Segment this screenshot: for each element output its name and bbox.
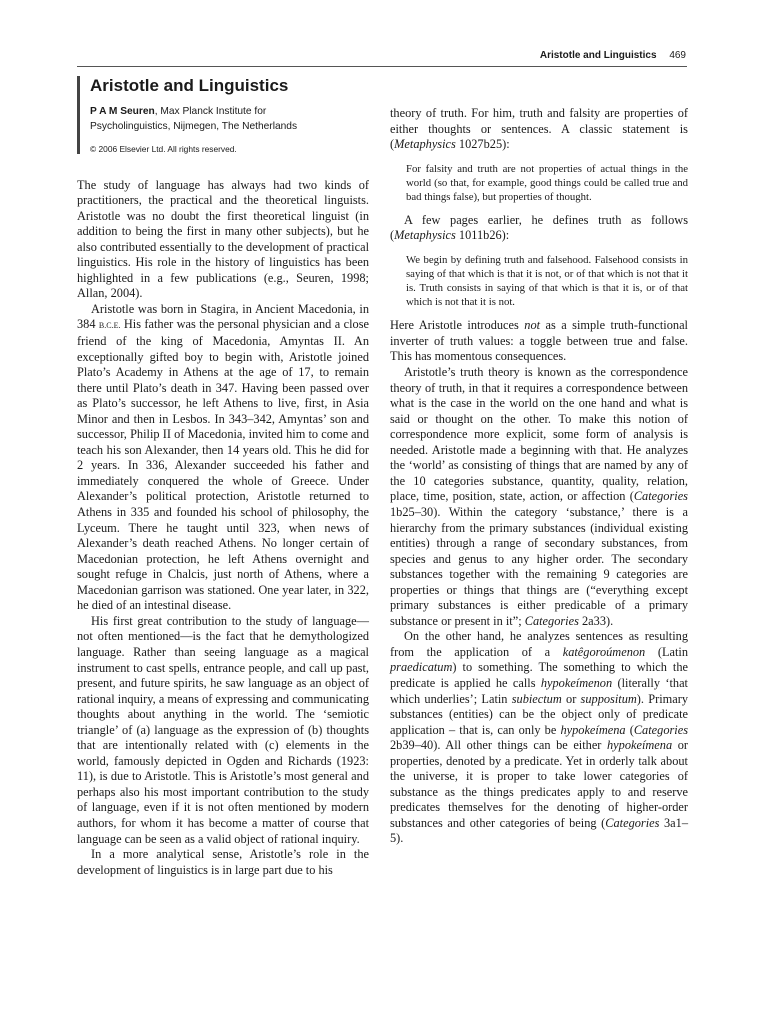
paragraph: A few pages earlier, he defines truth as follows (Metaphysics 1011b26):	[390, 212, 688, 243]
author-name: P A M Seuren	[90, 105, 155, 117]
running-head	[540, 50, 686, 61]
right-body-text	[390, 106, 688, 847]
paragraph: On the other hand, he analyzes sentences as resulting from the application of a katêgoroúmenon (Latin praedicatum) to something. The something to which the predicate is applied he calls hypokeímenon (literally ‘that which underlies’; Latin subiectum or suppositum). Primary substances (entities) can be the object only of predicate application – that is, can only be hypokeímena (Categories 2b39–40). All other things can be either hypokeímena or properties, denoted by a predicate. Yet in orderly talk about the universe, it is proper to take lower categories of substance as the things predicates apply to and reserve predicates themselves for the denoting of higher-order substances and other categories of being (Categories 3a1–5).	[390, 629, 689, 846]
article-title: Aristotle and Linguistics	[90, 76, 289, 95]
latin-term: subiectum	[511, 691, 562, 706]
latin-term: praedicatum	[390, 660, 453, 675]
greek-term: hypokeímena	[560, 722, 626, 737]
greek-term: hypokeímenon	[540, 675, 613, 690]
era-abbreviation: B.C.E.	[98, 321, 121, 331]
page-number: 469	[669, 50, 686, 61]
left-body-text	[77, 178, 369, 879]
block-quote: We begin by defining truth and falsehood. Falsehood consists in saying of that which is that it is not, or of that which is not that it is. Truth consists in saying of that which is that it is, or of that which is not that it is not.	[406, 254, 688, 309]
paragraph: His first great contribution to the study of language—not often mentioned—is the fact that he demythologized language. Rather than seeing language as a magical instrument to cast spells, entrance people, and call up past, present, and future spirits, he saw language as an object of rational inquiry, a means of expressing and communicating thoughts about anything in the world. The ‘semiotic triangle’ of (a) language as the expression of (b) thoughts that are intentionally related with (c) elements in the world, famously depicted in Ogden and Richards (1923: 11), is due to Aristotle. This is Aristotle’s most general and perhaps also his most important contribution to the study of language, even if it is not often mentioned by modern authors, for whom it has become a matter of course that language can be seen as a valid object of rational inquiry.	[77, 613, 369, 846]
citation-title: Categories	[633, 722, 689, 737]
paragraph: Aristotle was born in Stagira, in Ancient Macedonia, in 384 B.C.E. His father was the personal physician and a close friend of the king of Macedonia, Amyntas II. An exceptionally gifted boy to begin with, Aristotle joined Plato’s Academy in Athens at the age of 17, to remain there until Plato’s death in 347. Having been passed over as Plato’s successor, he left Athens to live, first, in Asia Minor and then in Lesbos. In 343–342, Amyntas’ son and successor, Philip II of Macedonia, invited him to come and teach his son Alexander, then 14 years old. This he did for 2 years. In 336, Alexander succeeded his father and immediately conquered the whole of Greece. Under Alexander’s political protection, Aristotle returned to Athens in 335 and founded his school of philosophy, the Lyceum. There he taught until 323, when news of Alexander’s death reached Athens. No longer certain of Macedonian protection, he left Athens overnight and sought refuge in Chalcis, just north of Athens, where a Macedonian garrison was stationed. One year later, in 322, he died of an intestinal disease.	[77, 301, 369, 613]
block-quote: For falsity and truth are not properties of actual things in the world (so that, for example, good things could be called true and bad things false), but properties of thought.	[406, 162, 688, 203]
left-column	[77, 76, 369, 878]
greek-term: hypokeímena	[607, 738, 673, 753]
paragraph: In a more analytical sense, Aristotle’s role in the development of linguistics is in large part due to his	[77, 847, 369, 877]
emphasis: not	[524, 318, 541, 333]
latin-term: suppositum	[580, 691, 637, 706]
citation-title: Categories	[605, 815, 660, 830]
paragraph: Here Aristotle introduces not as a simple truth-functional inverter of truth values: a toggle between true and false. This has momentous consequences.	[390, 318, 688, 364]
affiliation-line-1: , Max Planck Institute for	[154, 105, 267, 117]
paragraph: The study of language has always had two kinds of practitioners, the practical and the theoretical linguists. Aristotle was no doubt the first theoretical linguist (in addition to being the first in many other subjects), but he also contributed essentially to the development of practical linguistics. His role in the history of linguistics has been highlighted in a few publications (e.g., Seuren, 1998; Allan, 2004).	[77, 177, 369, 301]
affiliation-line-2: Psycholinguistics, Nijmegen, The Netherlands	[90, 120, 298, 132]
citation-title: Metaphysics	[394, 137, 456, 152]
copyright-notice: © 2006 Elsevier Ltd. All rights reserved.	[90, 143, 237, 154]
article-header	[77, 76, 369, 154]
citation-title: Metaphysics	[394, 228, 456, 243]
citation-title: Categories	[633, 489, 688, 504]
author-line	[90, 104, 369, 134]
header-rule	[77, 66, 687, 67]
running-head-title: Aristotle and Linguistics	[539, 50, 657, 61]
paragraph: Aristotle’s truth theory is known as the correspondence theory of truth, in that it requires a correspondence between what is the case in the world on the one hand and what is said or thought on the other. To make this notion of correspondence more explicit, some form of analysis is needed. Aristotle made a beginning with that. He analyzes the ‘world’ as consisting of things that are named by any of the 10 categories substance, quantity, quality, relation, place, time, position, state, action, or affection (Categories 1b25–30). Within the category ‘substance,’ there is a hierarchy from the primary substances (individual existing entities) through a range of secondary substances, from species and genus to any higher order. The secondary substances together with the remaining 9 categories are properties or things that things are (“everything except primary substances is either predicable of a primary substance or present in it”; Categories 2a33).	[390, 365, 688, 628]
citation-title: Categories	[524, 613, 579, 628]
paragraph: theory of truth. For him, truth and falsity are properties of either thoughts or sentences. A classic statement is (Metaphysics 1027b25):	[390, 106, 688, 152]
right-column	[390, 106, 688, 847]
greek-term: katêgoroúmenon	[562, 644, 646, 659]
